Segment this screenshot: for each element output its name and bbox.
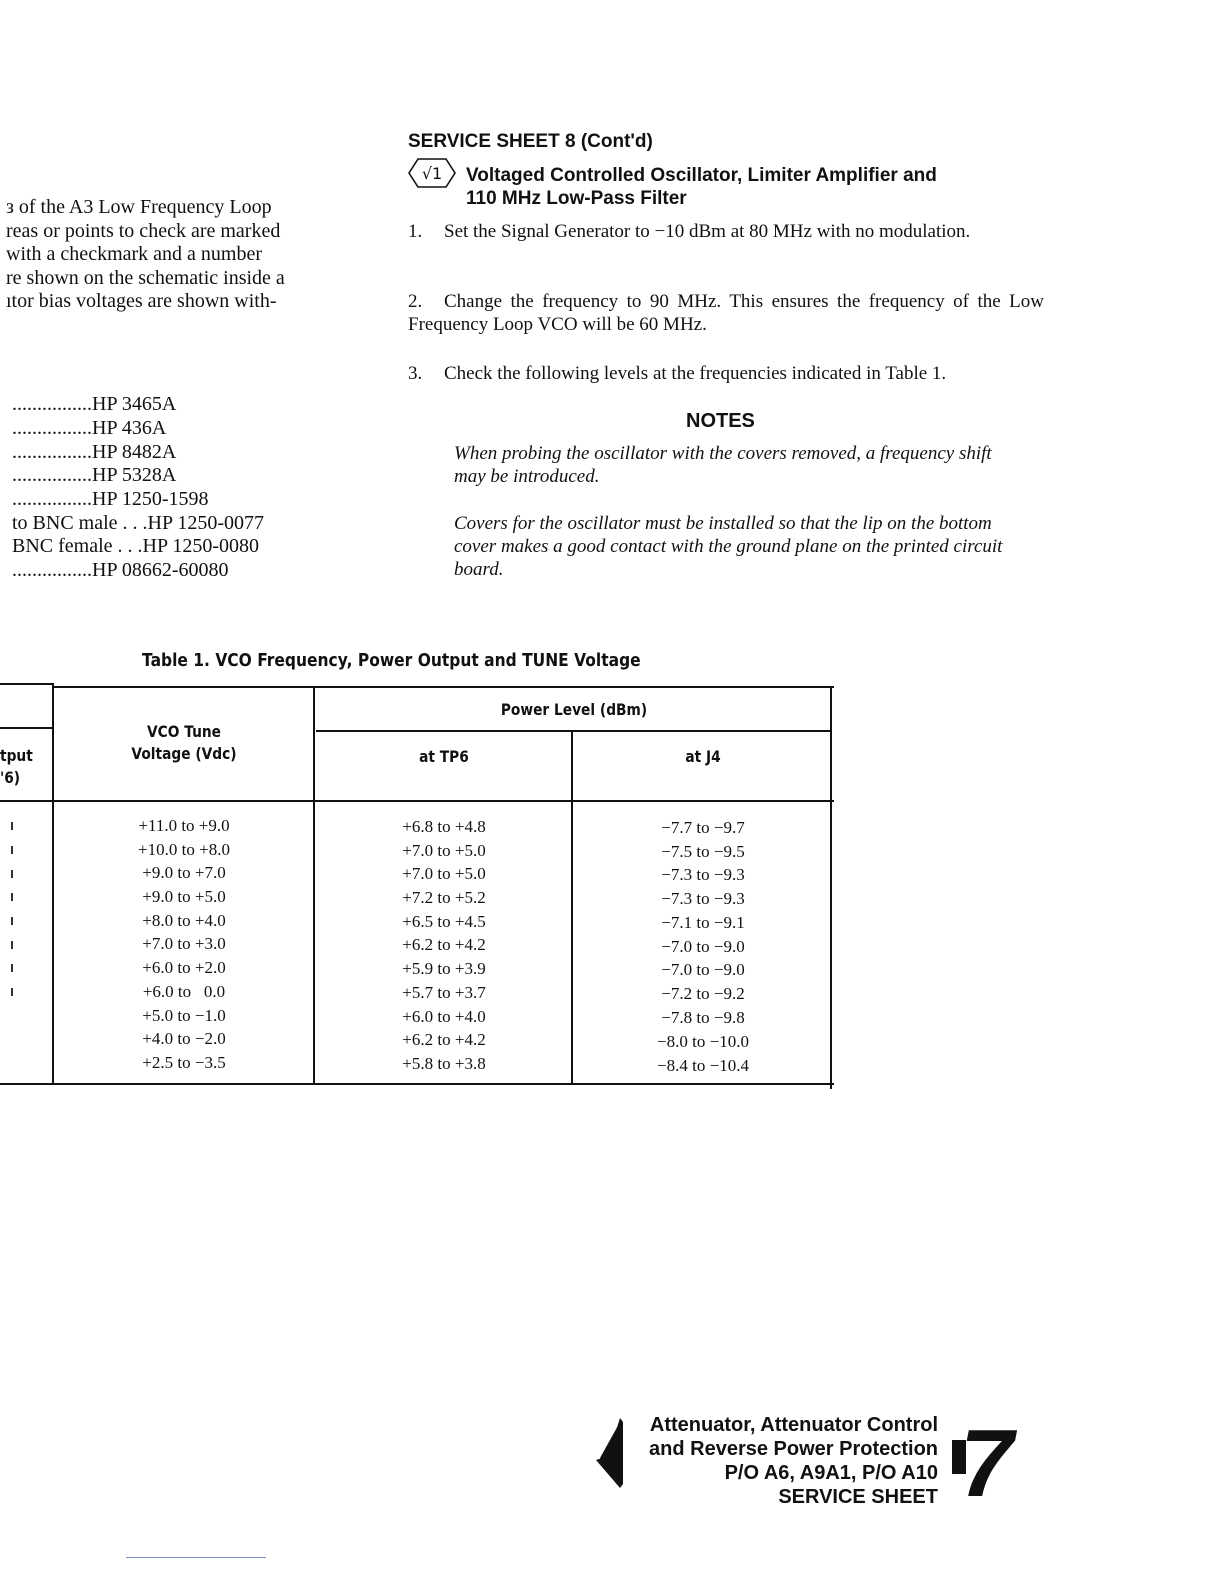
footer-assemblies: P/O A6, A9A1, P/O A10 <box>724 1462 938 1484</box>
equipment-part: HP 436A <box>92 417 167 439</box>
equipment-item <box>12 393 176 416</box>
step-text: Change the frequency to 90 MHz. This ensures the frequency of the Low Frequency Loop VCO will be 60 MHz. <box>408 291 1044 335</box>
equipment-name: ................ <box>12 417 92 439</box>
intro-line: з of the A3 Low Frequency Loop <box>6 196 272 218</box>
tune-cell: +9.0 to +5.0 <box>142 887 226 906</box>
tune-cell: +8.0 to +4.0 <box>142 911 226 930</box>
section-subtitle-line1: Voltaged Controlled Oscillator, Limiter Amplifier and <box>466 165 937 186</box>
j4-cell: −7.7 to −9.7 <box>661 818 745 837</box>
previous-sheet-arrow-icon <box>594 1418 628 1488</box>
equipment-item <box>12 559 228 582</box>
intro-line: re shown on the schematic inside a <box>6 267 285 289</box>
table-rule <box>0 1083 834 1085</box>
step-text: Check the following levels at the frequencies indicated in Table 1. <box>444 363 947 384</box>
tp6-cell: +7.0 to +5.0 <box>402 864 486 883</box>
tp6-cell: +5.9 to +3.9 <box>402 959 486 978</box>
j4-cell: −7.3 to −9.3 <box>661 889 745 908</box>
column-header-tune <box>72 721 296 765</box>
partial-header-line: tput <box>0 746 33 765</box>
tune-cell: +6.0 to 0.0 <box>142 982 226 1001</box>
equipment-name: ................ <box>12 393 92 415</box>
partial-column-header <box>0 745 45 789</box>
cell-fragment <box>11 964 13 972</box>
equipment-name: ................ <box>12 559 92 581</box>
step-number: 2. <box>408 291 423 312</box>
equipment-name: ................ <box>12 464 92 486</box>
section-title: SERVICE SHEET 8 (Cont'd) <box>408 131 653 152</box>
equipment-part: HP 1250-0077 <box>147 512 265 534</box>
footer-service-sheet-label: SERVICE SHEET <box>778 1486 938 1508</box>
tp6-cell: +6.2 to +4.2 <box>402 1030 486 1049</box>
sheet-number: 7 <box>960 1410 1014 1517</box>
header-line: VCO Tune <box>146 722 222 741</box>
step-1 <box>408 220 1044 243</box>
tp6-cell: +5.8 to +3.8 <box>402 1054 486 1073</box>
tp6-cell: +7.2 to +5.2 <box>402 888 486 907</box>
table-caption: Table 1. VCO Frequency, Power Output and TUNE Voltage <box>142 650 641 671</box>
column-header-j4: at J4 <box>685 747 721 766</box>
tune-cell: +9.0 to +7.0 <box>142 863 226 882</box>
cell-fragment <box>11 822 13 830</box>
j4-cell: −7.5 to −9.5 <box>661 842 745 861</box>
bottom-rule <box>126 1557 266 1558</box>
table-rule <box>52 686 834 688</box>
partial-header-line: '6) <box>0 768 21 787</box>
tp6-cell: +6.0 to +4.0 <box>402 1007 486 1026</box>
intro-line: reas or points to check are marked <box>6 220 281 242</box>
note-item: Covers for the oscillator must be installed so that the lip on the bottom cover makes a good contact with the ground plane on the printed circuit board. <box>454 513 1003 580</box>
tp6-cell: +6.5 to +4.5 <box>402 912 486 931</box>
equipment-part: HP 5328A <box>92 464 177 486</box>
j4-cell: −7.2 to −9.2 <box>661 984 745 1003</box>
equipment-item <box>12 512 264 535</box>
table-rule <box>0 800 834 802</box>
equipment-part: HP 1250-0080 <box>142 535 260 557</box>
table-rule <box>0 683 52 685</box>
equipment-name: to BNC male . . . <box>12 512 148 534</box>
j4-cell: −7.0 to −9.0 <box>661 937 745 956</box>
j4-cell: −7.1 to −9.1 <box>661 913 745 932</box>
intro-line: with a checkmark and a number <box>6 243 263 265</box>
equipment-part: HP 08662-60080 <box>92 559 229 581</box>
tune-cell: +2.5 to −3.5 <box>142 1053 226 1072</box>
table-rule <box>316 730 832 732</box>
equipment-part: HP 3465A <box>92 393 177 415</box>
tune-cell: +5.0 to −1.0 <box>142 1006 226 1025</box>
badge-label: √1 <box>421 164 443 183</box>
table-rule <box>830 686 832 1089</box>
cell-fragment <box>11 917 13 925</box>
step-text: Set the Signal Generator to −10 dBm at 80 MHz with no modulation. <box>444 221 971 242</box>
footer-title-line2: and Reverse Power Protection <box>649 1438 938 1460</box>
intro-line: ıtor bias voltages are shown with- <box>6 290 277 312</box>
tune-cell: +10.0 to +8.0 <box>138 840 230 859</box>
step-3 <box>408 362 1044 385</box>
j4-cell: −7.8 to −9.8 <box>661 1008 745 1027</box>
equipment-part: HP 1250-1598 <box>92 488 209 510</box>
step-number: 3. <box>408 363 423 384</box>
cell-fragment <box>11 870 13 878</box>
equipment-name: ................ <box>12 441 92 463</box>
tp6-cell: +6.8 to +4.8 <box>402 817 486 836</box>
tp6-cell: +7.0 to +5.0 <box>402 841 486 860</box>
step-number: 1. <box>408 221 423 242</box>
table-rule <box>0 727 52 729</box>
equipment-item <box>12 441 176 464</box>
equipment-name: BNC female . . . <box>12 535 143 557</box>
equipment-item <box>12 417 166 440</box>
header-line: Voltage (Vdc) <box>131 744 237 763</box>
note-item: When probing the oscillator with the covers removed, a frequency shift may be introduced. <box>454 443 992 487</box>
tune-cell: +4.0 to −2.0 <box>142 1029 226 1048</box>
tune-cell: +11.0 to +9.0 <box>138 816 230 835</box>
cell-fragment <box>11 893 13 901</box>
tune-cell: +7.0 to +3.0 <box>142 934 226 953</box>
equipment-part: HP 8482A <box>92 441 177 463</box>
column-header-tp6: at TP6 <box>419 747 469 766</box>
tune-cell: +6.0 to +2.0 <box>142 958 226 977</box>
equipment-name: ................ <box>12 488 92 510</box>
footer-title-line1: Attenuator, Attenuator Control <box>649 1414 938 1436</box>
j4-cell: −7.0 to −9.0 <box>661 960 745 979</box>
section-subtitle-line2: 110 MHz Low-Pass Filter <box>466 188 687 209</box>
notes-title: NOTES <box>686 410 755 432</box>
equipment-item <box>12 488 208 511</box>
j4-cell: −7.3 to −9.3 <box>661 865 745 884</box>
j4-cell: −8.4 to −10.4 <box>657 1056 749 1075</box>
column-header-power: Power Level (dBm) <box>500 700 648 719</box>
step-2 <box>408 290 1044 336</box>
cell-fragment <box>11 988 13 996</box>
cell-fragment <box>11 941 13 949</box>
checkpoint-badge-icon <box>408 158 456 188</box>
cell-fragment <box>11 846 13 854</box>
tp6-cell: +5.7 to +3.7 <box>402 983 486 1002</box>
j4-cell: −8.0 to −10.0 <box>657 1032 749 1051</box>
equipment-item <box>12 535 259 558</box>
equipment-item <box>12 464 176 487</box>
tp6-cell: +6.2 to +4.2 <box>402 935 486 954</box>
